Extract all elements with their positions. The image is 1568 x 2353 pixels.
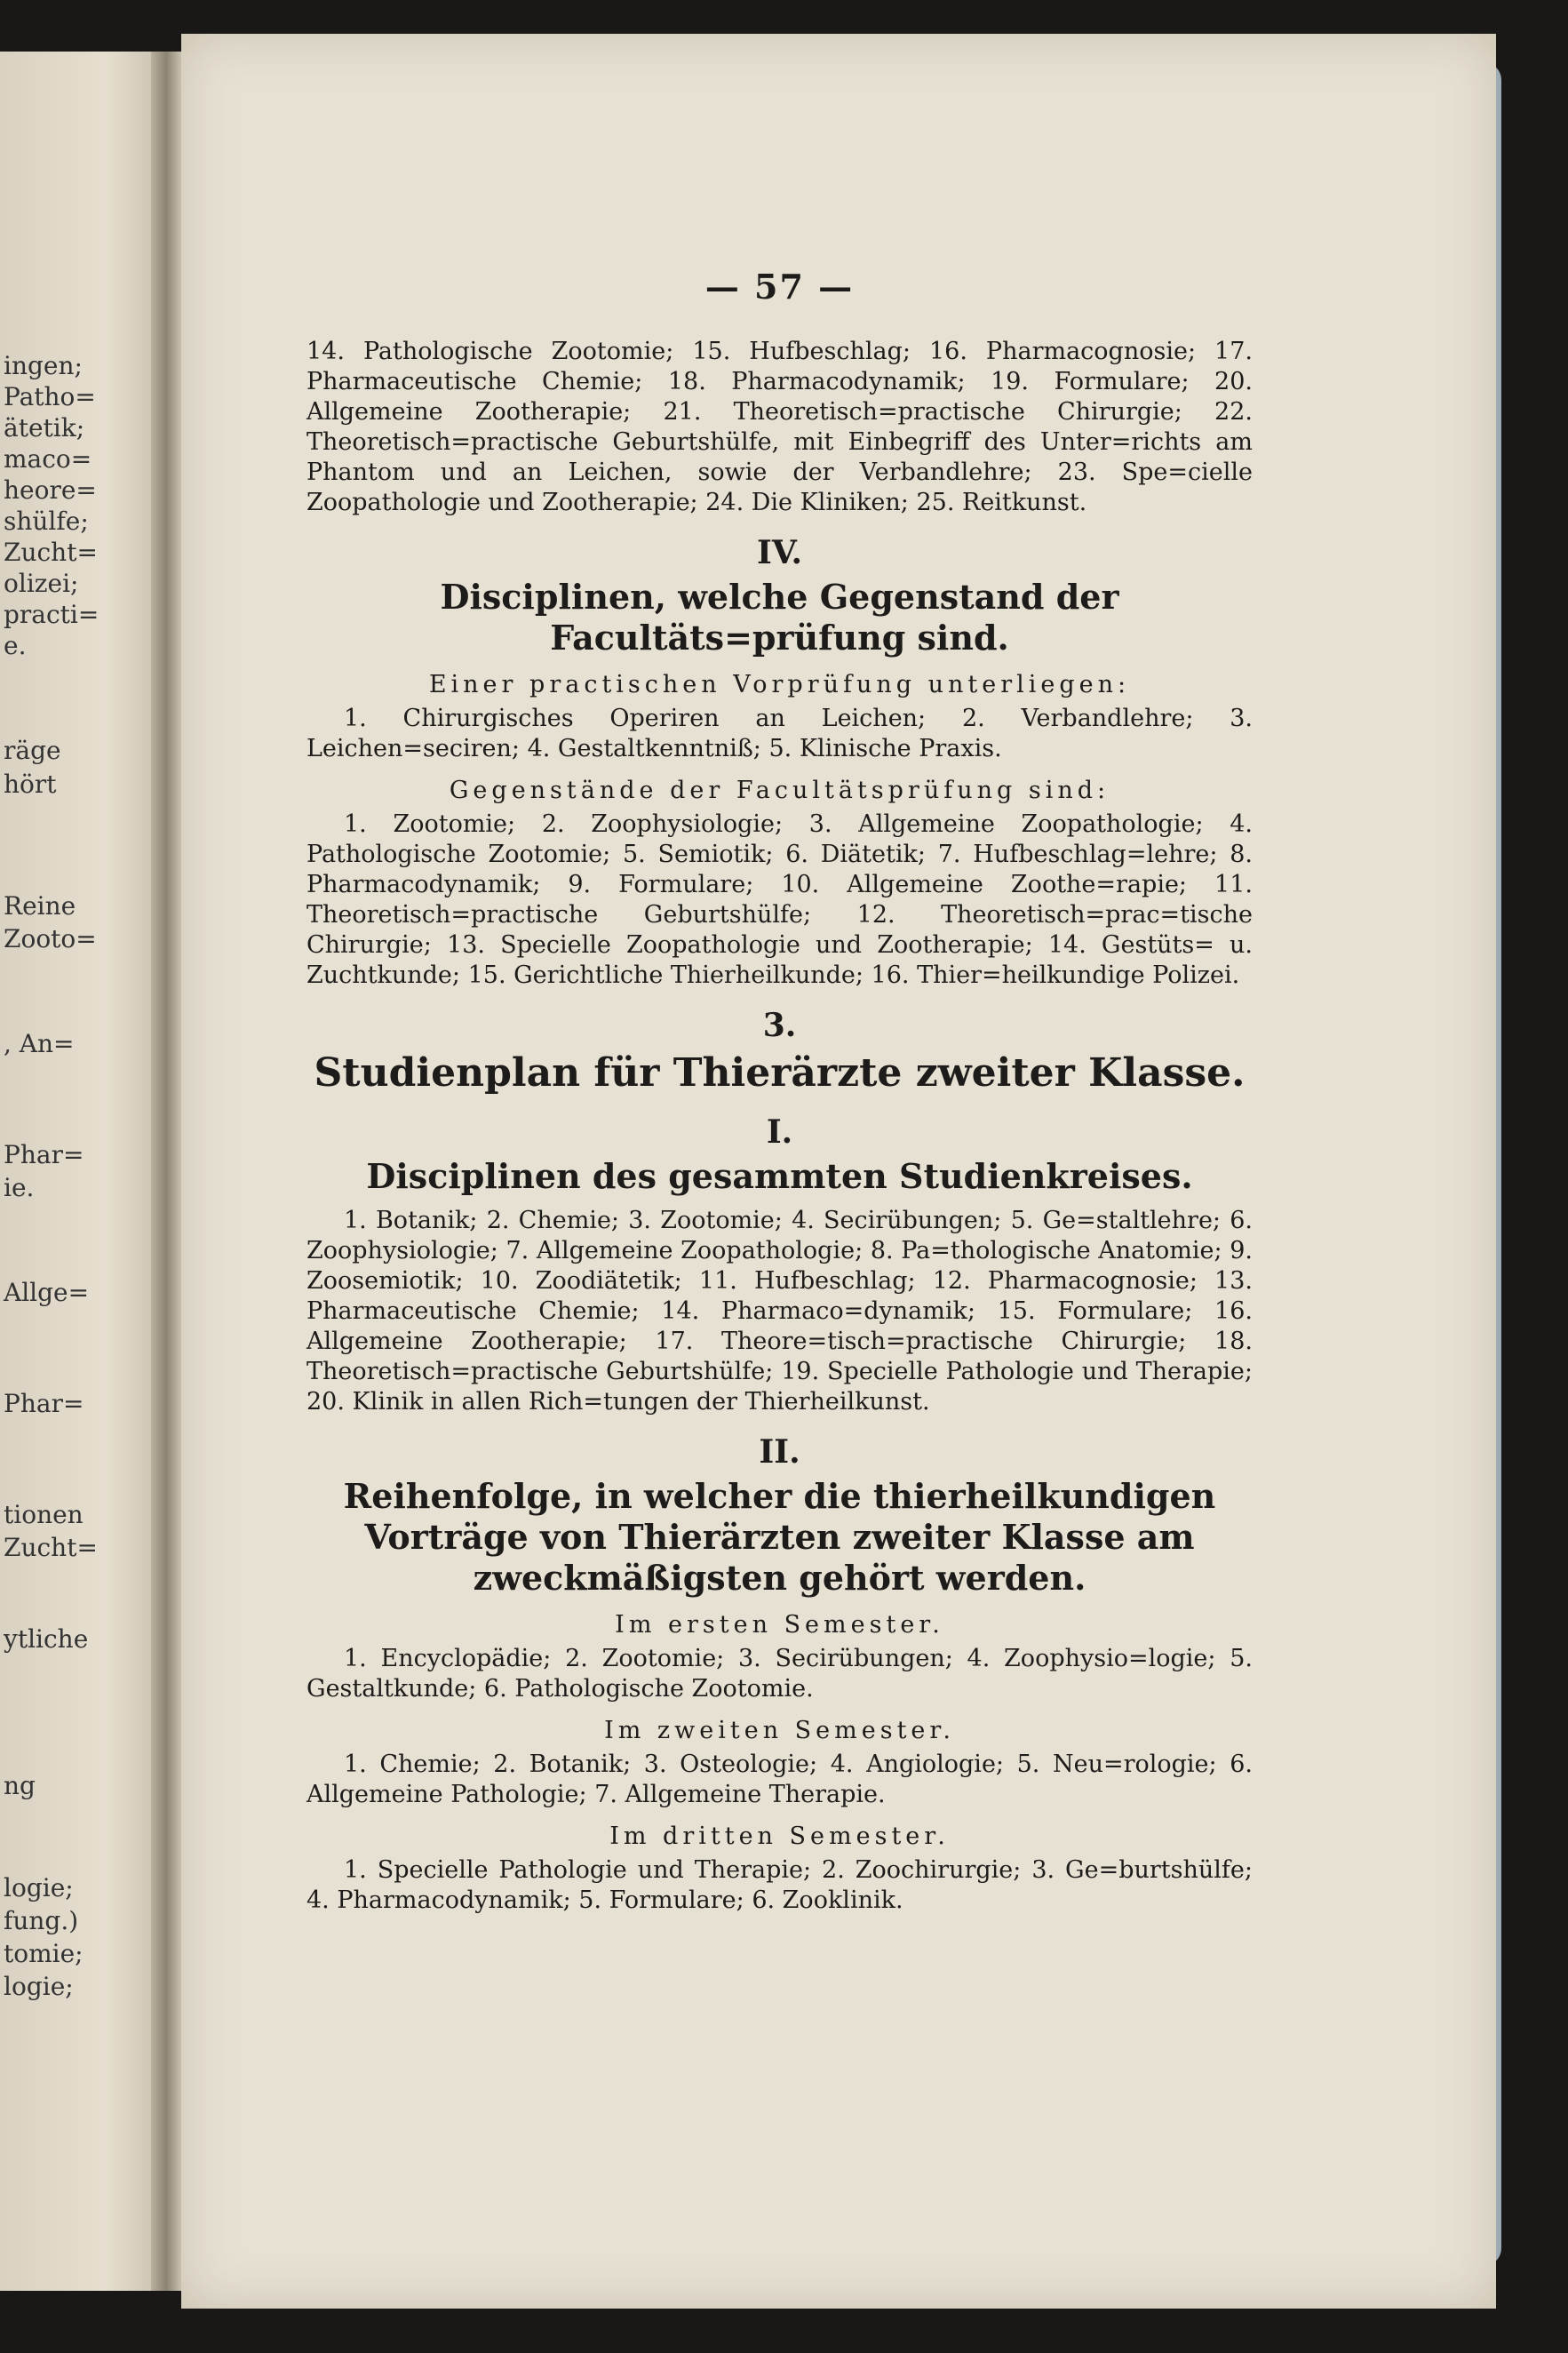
left-fragment: heore= <box>4 475 97 505</box>
left-fragment: maco= <box>4 444 92 474</box>
left-fragment: ytliche <box>4 1624 89 1654</box>
book-gutter <box>151 52 181 2291</box>
semester-1-label: Im ersten Semester. <box>615 1611 944 1639</box>
section-iv-subheading-1: Einer practischen Vorprüfung unterliegen: <box>428 671 1131 698</box>
section-ii-numeral: II. <box>759 1433 800 1471</box>
section-i-heading: Disciplinen des gesammten Studienkreises. <box>366 1156 1193 1196</box>
page-number: — 57 — <box>704 267 855 307</box>
section-iv-heading: Disciplinen, welche Gegenstand der Facultäts=prüfung sind. <box>440 577 1119 658</box>
section-i-paragraph: 1. Botanik; 2. Chemie; 3. Zootomie; 4. Secirübungen; 5. Ge=staltlehre; 6. Zoophysiologie; 7. Allgemeine Zoopathologie; 8. Pa=thologische Anatomie; 9. Zoosemiotik; 10. Zoodiätetik; 11. Hufbeschlag; 12. Pharmacognosie; 13. Pharmaceutische Chemie; 14. Pharmaco=dynamik; 15. Formulare; 16. Allgemeine Zootherapie; 17. Theore=tisch=practische Chirurgie; 18. Theoretisch=practische Geburtshülfe; 19. Specielle Pathologie und Therapie; 20. Klinik in allen Rich=tungen der Thierheilkunst. <box>306 1207 1253 1416</box>
semester-2-label: Im zweiten Semester. <box>604 1717 955 1744</box>
semester-3-label: Im dritten Semester. <box>609 1823 950 1850</box>
left-fragment: ie. <box>4 1173 35 1202</box>
left-fragment: ätetik; <box>4 413 85 443</box>
left-fragment: Reine <box>4 891 76 921</box>
left-fragment: practi= <box>4 600 99 629</box>
section-3-number: 3. <box>762 1007 797 1044</box>
section-iv-subheading-2: Gegenstände der Facultätsprüfung sind: <box>449 777 1110 804</box>
left-fragment: logie; <box>4 1873 74 1902</box>
section-iv-paragraph-1: 1. Chirurgisches Operiren an Leichen; 2. Verbandlehre; 3. Leichen=seciren; 4. Gestaltkenntniß; 5. Klinische Praxis. <box>306 705 1253 762</box>
left-fragment: hört <box>4 770 57 799</box>
left-fragment: e. <box>4 631 27 660</box>
section-iv-paragraph-2: 1. Zootomie; 2. Zoophysiologie; 3. Allgemeine Zoopathologie; 4. Pathologische Zootomie; 5. Semiotik; 6. Diätetik; 7. Hufbeschlag=lehre; 8. Pharmacodynamik; 9. Formulare; 10. Allgemeine Zoothe=rapie; 11. Theoretisch=practische Geburtshülfe; 12. Theoretisch=prac=tische Chirurgie; 13. Specielle Zoopathologie und Zootherapie; 14. Gestüts= u. Zuchtkunde; 15. Gerichtliche Thierheilkunde; 16. Thier=heilkundige Polizei. <box>306 810 1253 989</box>
left-fragment: shülfe; <box>4 506 89 536</box>
semester-1-text: 1. Encyclopädie; 2. Zootomie; 3. Secirübungen; 4. Zoophysio=logie; 5. Gestaltkunde; 6. Pathologische Zootomie. <box>306 1645 1253 1703</box>
intro-paragraph: 14. Pathologische Zootomie; 15. Hufbeschlag; 16. Pharmacognosie; 17. Pharmaceutische Chemie; 18. Pharmacodynamik; 19. Formulare; 20. Allgemeine Zootherapie; 21. Theoretisch=practische Chirurgie; 22. Theoretisch=practische Geburtshülfe, mit Einbegriff des Unter=richts am Phantom und an Leichen, sowie der Verbandlehre; 23. Spe=cielle Zoopathologie und Zootherapie; 24. Die Kliniken; 25. Reitkunst. <box>306 338 1253 516</box>
page-content <box>306 267 1253 1916</box>
left-fragment: tomie; <box>4 1939 84 1968</box>
left-fragment: logie; <box>4 1972 74 2001</box>
left-fragment: Phar= <box>4 1140 84 1169</box>
left-fragment: Allge= <box>4 1278 90 1307</box>
semester-3-text: 1. Specielle Pathologie und Therapie; 2. Zoochirurgie; 3. Ge=burtshülfe; 4. Pharmacodynamik; 5. Formulare; 6. Zooklinik. <box>306 1856 1253 1914</box>
left-fragment: Zucht= <box>4 538 98 567</box>
left-fragment: Patho= <box>4 382 96 411</box>
left-fragment: fung.) <box>4 1906 79 1935</box>
section-iv-numeral: IV. <box>756 534 802 571</box>
section-ii-heading: Reihenfolge, in welcher die thierheilkundigen Vorträge von Thierärzten zweiter Klasse am zweckmäßigsten gehört werden. <box>343 1476 1216 1598</box>
semester-2-text: 1. Chemie; 2. Botanik; 3. Osteologie; 4. Angiologie; 5. Neu=rologie; 6. Allgemeine Pathologie; 7. Allgemeine Therapie. <box>306 1751 1253 1808</box>
left-fragment: , An= <box>4 1029 75 1058</box>
left-fragment: tionen <box>4 1500 84 1529</box>
left-fragment: ingen; <box>4 351 83 380</box>
left-fragment: Zooto= <box>4 924 97 953</box>
left-fragment: räge <box>4 736 61 765</box>
left-facing-page <box>0 52 151 2291</box>
left-fragment: Phar= <box>4 1389 84 1418</box>
left-fragment: olizei; <box>4 569 79 598</box>
section-i-numeral: I. <box>766 1113 793 1151</box>
left-fragment: ng <box>4 1771 36 1800</box>
section-3-title: Studienplan für Thierärzte zweiter Klasse. <box>314 1050 1246 1096</box>
left-fragment: Zucht= <box>4 1533 98 1562</box>
